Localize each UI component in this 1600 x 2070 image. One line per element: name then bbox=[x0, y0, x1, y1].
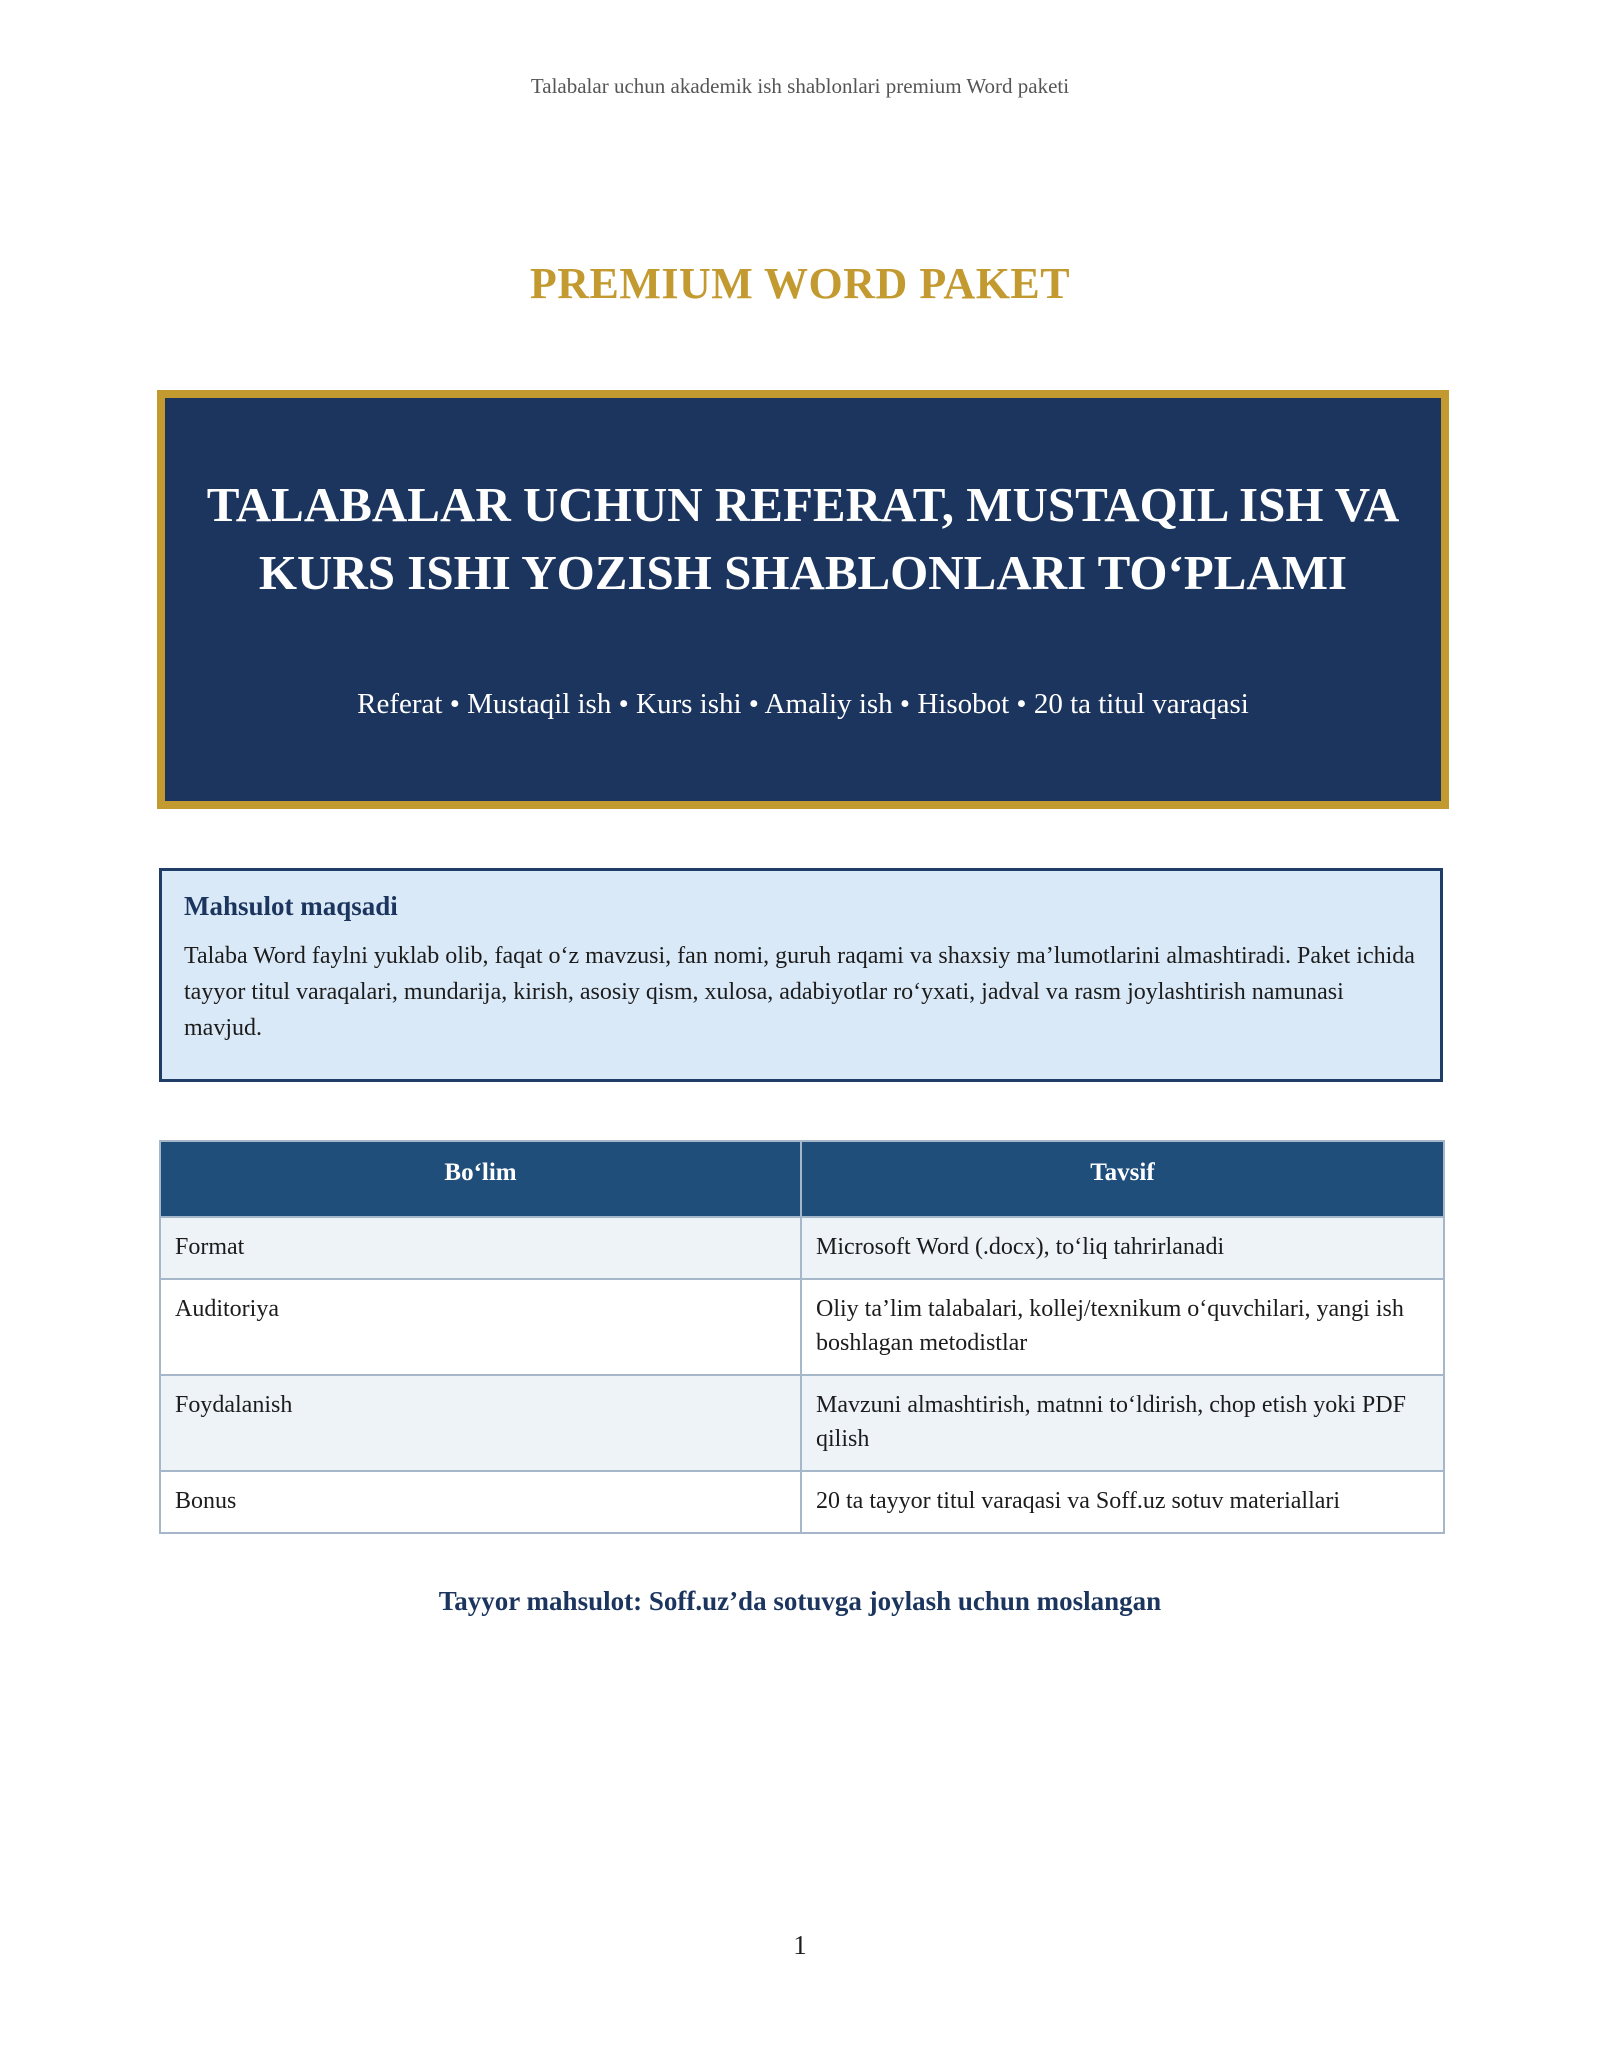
running-header: Talabalar uchun akademik ish shablonlari premium Word paketi bbox=[530, 74, 1070, 98]
info-table bbox=[159, 1140, 1445, 1534]
table-cell: Mavzuni almashtirish, matnni to‘ldirish, chop etish yoki PDF qilish bbox=[801, 1375, 1444, 1471]
table-header-cell: Bo‘lim bbox=[160, 1141, 801, 1217]
purpose-text: Talaba Word faylni yuklab olib, faqat o‘z mavzusi, fan nomi, guruh raqami va shaxsiy ma’lumotlarini almashtiradi. Paket ichida tayyor titul varaqalari, mundarija, kirish, asosiy qism, xulosa, adabiyotlar ro‘yxati, jadval va rasm joylashtirish namunasi mavjud. bbox=[184, 943, 1415, 1041]
table-row bbox=[160, 1471, 1444, 1533]
closing-statement: Tayyor mahsulot: Soff.uz’da sotuvga joylash uchun moslangan bbox=[438, 1586, 1162, 1616]
table-header-row bbox=[160, 1141, 1444, 1217]
purpose-title: Mahsulot maqsadi bbox=[184, 891, 398, 921]
table-row bbox=[160, 1375, 1444, 1471]
table-cell: Foydalanish bbox=[160, 1375, 801, 1471]
table-cell: Oliy ta’lim talabalari, kollej/texnikum o‘quvchilari, yangi ish boshlagan metodistlar bbox=[801, 1279, 1444, 1375]
table-header-cell: Tavsif bbox=[801, 1141, 1444, 1217]
table-cell: 20 ta tayyor titul varaqasi va Soff.uz sotuv materiallari bbox=[801, 1471, 1444, 1533]
hero-subtitle: Referat • Mustaqil ish • Kurs ishi • Amaliy ish • Hisobot • 20 ta titul varaqasi bbox=[357, 688, 1249, 720]
kicker-title: PREMIUM WORD PAKET bbox=[529, 259, 1071, 308]
hero-title: TALABALAR UCHUN REFERAT, MUSTAQIL ISH VA KURS ISHI YOZISH SHABLONLARI TO‘PLAMI bbox=[206, 477, 1400, 600]
table-cell: Format bbox=[160, 1217, 801, 1279]
hero-banner bbox=[157, 390, 1449, 809]
table-cell: Bonus bbox=[160, 1471, 801, 1533]
purpose-box bbox=[159, 868, 1443, 1082]
table-row bbox=[160, 1279, 1444, 1375]
table-cell: Microsoft Word (.docx), to‘liq tahrirlanadi bbox=[801, 1217, 1444, 1279]
table-row bbox=[160, 1217, 1444, 1279]
page-number: 1 bbox=[793, 1930, 807, 1960]
table-cell: Auditoriya bbox=[160, 1279, 801, 1375]
